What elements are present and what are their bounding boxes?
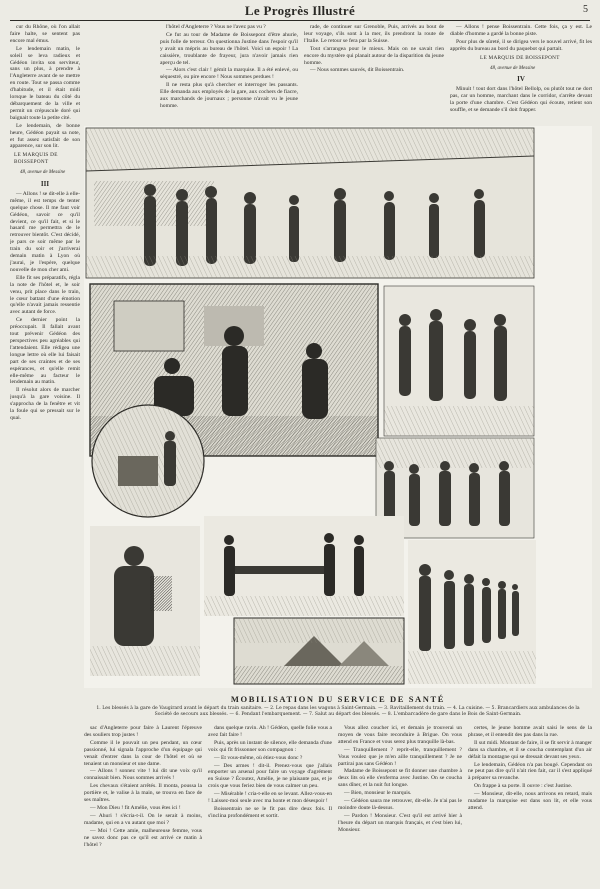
paragraph: Madame de Boissepont se fit donner une chambre à deux lits où elle s'enferma avec Justine. On se coucha sans dîner, et la nuit fut longue. — [338, 768, 462, 789]
signature-address: 48, avenue de Messine — [20, 170, 66, 176]
paragraph: Vous allez coucher ici, et demain je trouverai un moyen de vous faire reconduire à Brigue. On vous attend en France et vous serez plus tranquille là-bas. — [338, 725, 462, 745]
paragraph: Les chevaux s'étaient arrêtés. Il monta, poussa la portière et, le valise à la main, se trouva en face de ses maîtres. — [84, 783, 202, 804]
column-bottom-1 — [84, 725, 202, 883]
paragraph: Ce dernier point la préoccupait. Il fallait avant tout prévenir Gédéon des perspectives peu agréables qui l'attendaient. Elle rédigea une longue lettre où elle lui faisait part de ses craintes et de ses espérances, et qu'elle remit elle-même au facteur le lendemain au matin. — [10, 317, 80, 386]
signature: LE MARQUIS DE BOISSEPONT — [14, 152, 58, 166]
paragraph: — Misérable ! cria-t-elle en se levant. Allez-vous-en ! Laissez-moi seule avec ma honte et mon désespoir ! — [208, 791, 332, 805]
paragraph: — Nous sommes sauvés, dit Boissentrain. — [310, 67, 405, 74]
paragraph: — Monsieur, dit-elle, nous arrivons en retard, mais madame la marquise est dans son lit, et elle vous attend. — [468, 791, 592, 811]
engraving-illustration — [84, 126, 592, 688]
signature-address: 48, avenue de Messine — [490, 65, 536, 71]
caption-legend: 1. Les blessés à la gare de Vaugirard avant le départ du train sanitaire. — 2. Le repas dans les wagons à Saint-Germain. — 3. Ravitaillement du train. — 4. La cuisine. — 5. Brancardiers aux ambulances de la Société de secours aux blessés. — 6. Pendant l'embarquement. — 7. Salut au départ des blessés. — 8. L'embarcadère de gare dans le Bois de Saint-Germain. — [96, 706, 580, 717]
section-number: III — [40, 180, 50, 189]
paragraph: — Allons ! sonnez vite ! lui dit une voix qu'il connaissait bien. Nous sommes arrivés ! — [84, 768, 202, 782]
column-bottom-3 — [338, 725, 462, 883]
paragraph: On frappe à sa porte. Il ouvre : c'est Justine. — [474, 783, 573, 790]
paragraph: — Pardon ! Monsieur. C'est qu'il est arrivé hier à l'heure du départ un marquis français, et c'est bien lui, Monsieur. — [338, 812, 462, 833]
scene-soldiers-line — [408, 540, 536, 684]
paragraph: Il résolut alors de marcher jusqu'à la gare voisine. Il s'approcha de la fenêtre et vit la foule qui se pressait sur le quai. — [10, 387, 80, 421]
caption-title: MOBILISATION DU SERVICE DE SANTÉ — [230, 694, 446, 704]
paragraph: Le lendemain, de bonne heure, Gédéon payait sa note, et fut assez satisfait de son apparence, sur son lit. — [10, 122, 80, 150]
column-right-top — [304, 24, 444, 122]
paragraph: Il ne resta plus qu'à chercher et interroger les passants. Elle demanda aux employés de la gare, aux cochers de fiacre, aux marchands de journaux ; personne n'avait vu le jeune homme. — [160, 82, 298, 109]
column-bottom-2 — [208, 725, 332, 883]
paragraph: Pour plus de sûreté, il se dirigea vers le nouvel arrivé, fit les apprêts du bureau au bord du paquebot qui partait. — [450, 38, 592, 52]
column-far-right-top — [450, 24, 592, 122]
masthead — [10, 2, 590, 21]
paragraph: — Tranquillement ? reprit-elle, tranquillement ? Vous voulez que je m'en aille tranquillement ? Je ne partirai pas sans Gédéon ! — [338, 746, 462, 767]
paragraph: — Des armes ! dit-il. Prenez-vous que j'allais emporter un arsenal pour faire un voyage d'agrément en Suisse ? Écoutez, Amélie, je ne plaisante pas, et je crois que vous feriez bien de vous calmer un peu. — [208, 762, 332, 790]
paragraph: Le lendemain, Gédéon n'a pas bougé. Cependant on ne peut pas dire qu'il n'ait rien fait, car il s'est appliqué à préparer sa revanche. — [468, 761, 592, 782]
column-left — [10, 24, 80, 720]
paragraph: l'hôtel d'Angleterre ? Vous ne l'avez pas vu ? — [166, 24, 266, 30]
paragraph: Ce fut au tour de Madame de Boissepont d'être ahurie, puis folle de terreur. On questionna Justine dans l'espoir qu'il y avait un mépris au bureau de l'hôtel. Voici un espoir ! La caissière, troublante de frayeur, jura n'avoir jamais rien aperçu de tel. — [160, 31, 298, 66]
section-number: IV — [517, 75, 525, 84]
newspaper-title: Le Progrès Illustré — [244, 3, 356, 18]
scene-loading-wounded — [384, 286, 534, 436]
paragraph: — Mon Dieu ! fit Amélie, vous êtes ici ! — [90, 804, 181, 811]
scene-stretcher-bearers — [204, 516, 404, 616]
paragraph: cur du Rhône, où l'on allait faire halte, se sentent pas encore mal émus. — [10, 24, 80, 44]
scene-station-platform — [86, 128, 534, 278]
paragraph: rade, de continuer sur Grenoble, Puis, arrivés au bout de leur voyage, s'ils sont à la mer, ils prendront la route de l'Italie. Le retour se fera par la Suisse. — [304, 24, 444, 44]
scene-kitchen — [92, 405, 204, 517]
paragraph: — Allons ! se dit-elle à elle-même, il est temps de tenter quelque chose. Il me faut voir Gédéon, savoir ce qu'il devient, ce qu'il fait, et si le hasard me permettra de le retrouver bientôt. C'est décidé, je pars ce soir même par le train du soir et j'arriverai demain matin à Lyon où j'aurai, je l'espère, quelque nouvelle de mon cher ami. — [10, 190, 80, 273]
engraving-art — [84, 126, 592, 688]
column-middle-top — [160, 24, 298, 122]
paragraph: Comme il le pouvait un peu pendant, un cœur passionné, lui signala l'approche d'un équipage qui venait d'entrer dans la cour de l'hôtel et où se tenaient un monsieur et une dame. — [84, 739, 202, 767]
signature: LE MARQUIS DE BOISSEPONT — [480, 54, 560, 61]
paragraph: Tout s'arrangea pour le mieux. Mais on ne savait rien encore du mystère qui planait autour de la disparition du jeune homme. — [304, 45, 444, 66]
paragraph: dans quelque ravin. Ah ! Gédéon, quelle folie vous a avez fait faire ! — [208, 725, 332, 738]
paragraph: — Ahuri ! s'écria-t-il. On le serait à moins, madame, qui en a vu autant que moi ? — [84, 812, 202, 826]
paragraph: — Et vous-même, où étiez-vous donc ? — [214, 754, 303, 761]
paragraph: Il sut midi. Montant de faire, il se fit servir à manger dans sa chambre, et il se coucha contemplant d'un air défait la montagne qui se dressait devant ses yeux. — [468, 739, 592, 760]
paragraph: Elle fit ses préparatifs, régla la note de l'hôtel et, le soir venu, prit place dans le train, le cœur battant d'une émotion qu'elle n'avait jamais ressentie avec autant de force. — [10, 274, 80, 316]
scene-soldier-with-pack — [90, 526, 200, 676]
paragraph: certes, le jeune homme avait saisi le sens de la phrase, et il entendit des pas dans la rue. — [468, 725, 592, 738]
paragraph: — Allons ! pense Boissentrain. Cette fois, ça y est. Le diable d'homme a gardé la bonne piste. — [450, 24, 592, 37]
paragraph: — Alors c'est clair ! gémit la marquise. Il a été enlevé, ou séquestré, ou pire encore ! Nous sommes perdues ! — [160, 67, 298, 81]
paragraph: — Bien, monsieur le marquis. — [344, 790, 412, 797]
paragraph: Puis, après un instant de silence, elle demanda d'une voix qui fit frissonner son compagnon : — [208, 739, 332, 753]
paragraph: — Gédéon saura me retrouver, dit-elle. Je n'ai pas le moindre doute là-dessus. — [338, 798, 462, 811]
paragraph: Boissentrain ne se le fit pas dire deux fois. Il s'inclina profondément et sortit. — [208, 805, 332, 819]
page-number: 5 — [583, 4, 588, 15]
column-bottom-4 — [468, 725, 592, 883]
paragraph: Minuit ! tout dort dans l'hôtel Bellolp, ou plutôt tout ne dort pas, car un homme, marchant dans le corridor, s'arrête devant la porte d'une chambre. C'est Gédéon qui écoute, retient son souffle, et se demande s'il doit frapper. — [450, 86, 592, 114]
paragraph: — Moi ! Cette amie, malheureuse femme, vous ne savez donc pas ce qu'il est arrivé ce matin à l'hôtel ? — [84, 827, 202, 848]
scene-encampment — [234, 618, 404, 684]
paragraph: Le lendemain matin, le soleil se leva radieux et Gédéon invita son serviteur, sans un plus, à prendre à l'Angleterre avant de se mettre en route. Tout se passa comme d'habitude, et il était midi lorsque le bateau du côté du débarquement de la ville et permit un crépuscule doré qui baignait toute la petite cité. — [10, 45, 80, 121]
paragraph: sac d'Angleterre pour faire à Laurent l'épreuve des souliers trop justes ! — [84, 725, 202, 738]
illustration-caption — [84, 694, 592, 717]
